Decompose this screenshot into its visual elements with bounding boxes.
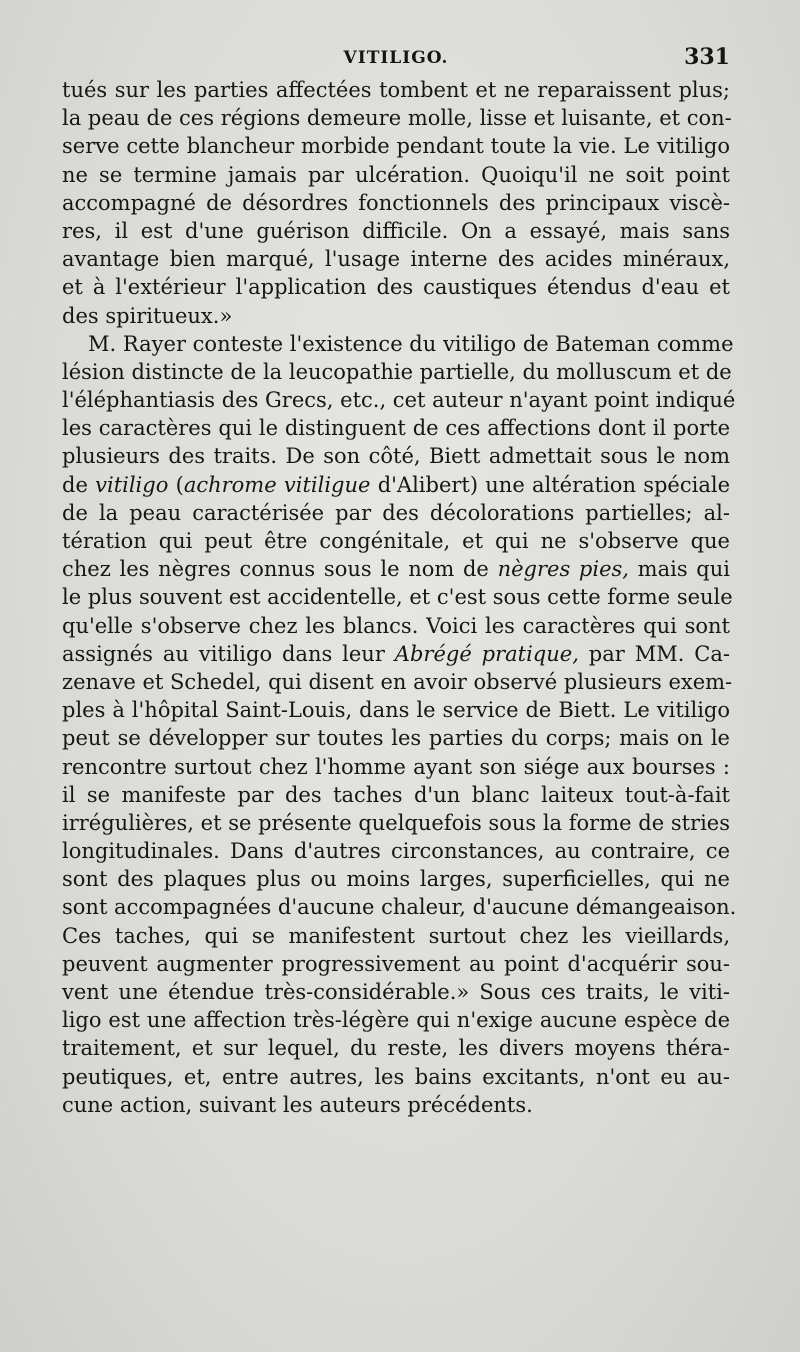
body-text [62, 76, 737, 1119]
text-segment: le plus souvent est accidentelle, et c'est sous cette forme seule [62, 585, 733, 610]
text-line [62, 104, 730, 132]
text-segment: les caractères qui le distinguent de ces affections dont il porte [62, 416, 730, 441]
text-line [62, 358, 730, 386]
page-number: 331 [684, 44, 730, 70]
text-line [62, 1091, 730, 1119]
text-line [62, 499, 730, 527]
text-segment: sont accompagnées d'aucune chaleur, d'aucune démangeaison. [62, 895, 737, 920]
text-line [62, 583, 733, 611]
text-line [62, 724, 730, 752]
text-segment: traitement, et sur lequel, du reste, les divers moyens théra- [62, 1036, 730, 1061]
italic-text: Abrégé pratique, [394, 641, 579, 666]
text-line [62, 189, 730, 217]
text-segment: des spiritueux.» [62, 303, 233, 328]
text-line [62, 668, 733, 696]
text-line [62, 1006, 730, 1034]
text-segment: Ces taches, qui se manifestent surtout chez les vieillards, [62, 923, 730, 948]
text-line [62, 132, 730, 160]
text-line [62, 527, 730, 555]
running-head: VITILIGO. [343, 48, 449, 68]
text-segment: res, il est d'une guérison difficile. On a essayé, mais sans [62, 218, 730, 243]
text-segment: ne se termine jamais par ulcération. Quoiqu'il ne soit point [62, 162, 730, 187]
text-line [62, 414, 730, 442]
text-line [62, 865, 730, 893]
text-line [62, 555, 730, 583]
text-line [62, 330, 734, 358]
text-segment: il se manifeste par des taches d'un blanc laiteux tout-à-fait [62, 782, 730, 807]
text-segment: et à l'extérieur l'application des caustiques étendus d'eau et [62, 275, 730, 300]
text-line [62, 893, 737, 921]
page-header [62, 44, 730, 74]
text-line [62, 837, 730, 865]
text-segment: plusieurs des traits. De son côté, Biett admettait sous le nom [62, 444, 730, 469]
text-segment: ligo est une affection très-légère qui n'exige aucune espèce de [62, 1008, 730, 1033]
text-line [62, 245, 730, 273]
text-segment: de la peau caractérisée par des décolorations partielles; al- [62, 500, 730, 525]
text-segment: rencontre surtout chez l'homme ayant son siége aux bourses : [62, 754, 730, 779]
text-line [62, 640, 730, 668]
text-segment: qu'elle s'observe chez les blancs. Voici les caractères qui sont [62, 613, 730, 638]
text-segment: tués sur les parties affectées tombent et ne reparaissent plus; [62, 78, 730, 102]
text-line [62, 612, 730, 640]
text-segment: avantage bien marqué, l'usage interne des acides minéraux, [62, 247, 730, 272]
text-segment: zenave et Schedel, qui disent en avoir observé plusieurs exem- [62, 669, 733, 694]
text-line [62, 950, 730, 978]
text-line [62, 161, 730, 189]
text-line [62, 922, 730, 950]
text-segment: sont des plaques plus ou moins larges, superficielles, qui ne [62, 867, 730, 892]
text-line [62, 1034, 730, 1062]
text-line [62, 781, 730, 809]
text-line [62, 471, 730, 499]
text-segment: ( [168, 472, 184, 497]
text-line [62, 809, 730, 837]
text-line [62, 386, 736, 414]
text-segment: peuvent augmenter progressivement au point d'acquérir sou- [62, 951, 730, 976]
text-segment: ples à l'hôpital Saint-Louis, dans le service de Biett. Le vitiligo [62, 698, 730, 723]
text-line [62, 753, 730, 781]
text-segment: d'Alibert) une altération spéciale [370, 472, 731, 497]
italic-text: nègres pies, [497, 557, 629, 582]
text-segment: M. Rayer conteste l'existence du vitiligo de Bateman comme [88, 331, 734, 356]
text-segment: l'éléphantiasis des Grecs, etc., cet auteur n'ayant point indiqué [62, 388, 736, 413]
text-segment: peutiques, et, entre autres, les bains excitants, n'ont eu au- [62, 1064, 730, 1089]
text-segment: lésion distincte de la leucopathie partielle, du molluscum et de [62, 359, 732, 384]
text-segment: irrégulières, et se présente quelquefois sous la forme de stries [62, 810, 730, 835]
text-line [62, 76, 730, 104]
text-segment: peut se développer sur toutes les parties du corps; mais on le [62, 726, 730, 751]
text-segment: serve cette blancheur morbide pendant toute la vie. Le vitiligo [62, 134, 730, 159]
text-segment: assignés au vitiligo dans leur [62, 641, 395, 666]
text-segment: de [62, 472, 96, 497]
text-segment: par MM. Ca- [578, 641, 730, 666]
text-line [62, 302, 730, 330]
text-line [62, 696, 730, 724]
text-segment: vent une étendue très-considérable.» Sous ces traits, le viti- [62, 980, 730, 1004]
text-line [62, 273, 730, 301]
text-line [62, 217, 730, 245]
text-line [62, 1063, 730, 1091]
text-segment: longitudinales. Dans d'autres circonstances, au contraire, ce [62, 839, 730, 864]
text-segment: mais qui [628, 557, 730, 582]
text-segment: tération qui peut être congénitale, et qui ne s'observe que [62, 529, 730, 553]
italic-text: achrome vitiligue [183, 472, 371, 497]
italic-text: vitiligo [95, 472, 169, 497]
text-segment: la peau de ces régions demeure molle, lisse et luisante, et con- [62, 106, 732, 131]
text-line [62, 978, 730, 1006]
text-segment: cune action, suivant les auteurs précédents. [62, 1092, 533, 1117]
text-segment: chez les nègres connus sous le nom de [62, 557, 498, 582]
text-line [62, 442, 730, 470]
text-segment: accompagné de désordres fonctionnels des principaux viscè- [62, 190, 730, 215]
